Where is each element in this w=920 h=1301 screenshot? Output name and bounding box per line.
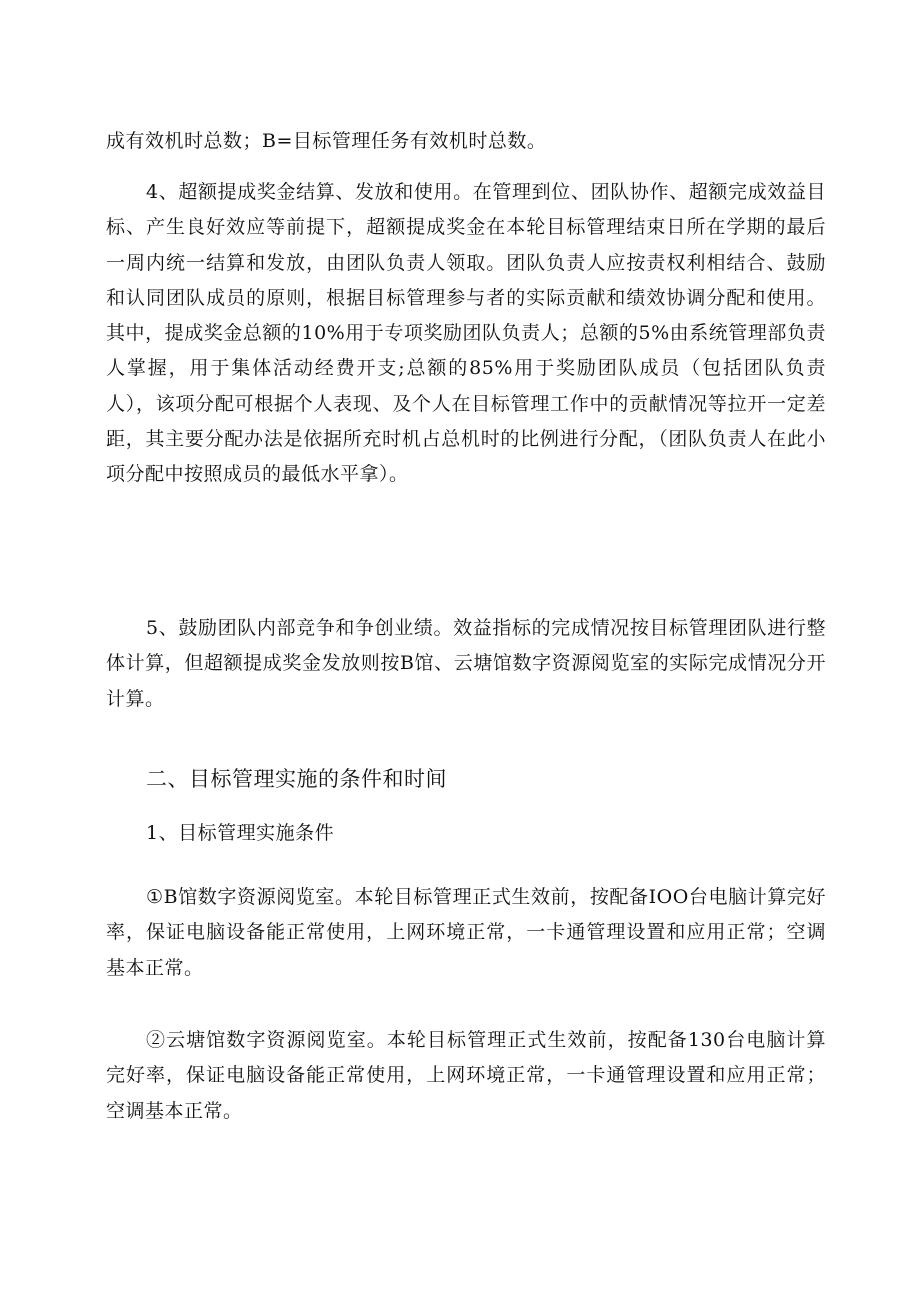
paragraph-bonus-settlement: 4、超额提成奖金结算、发放和使用。在管理到位、团队协作、超额完成效益目标、产生良好效应等前提下，超额提成奖金在本轮目标管理结束日所在学期的最后一周内统一结算和发放，由团队负责人领取。团队负责人应按责权利相结合、鼓励和认同团队成员的原则，根据目标管理参与者的实际贡献和绩效协调分配和使用。其中，提成奖金总额的10%用于专项奖励团队负责人；总额的5%由系统管理部负责人掌握，用于集体活动经费开支;总额的85%用于奖励团队成员（包括团队负责人），该项分配可根据个人表现、及个人在目标管理工作中的贡献情况等拉开一定差距，其主要分配办法是依据所充时机占总机时的比例进行分配，（团队负责人在此小项分配中按照成员的最低水平拿）。 [106,181,826,486]
paragraph-team-competition: 5、鼓励团队内部竞争和争创业绩。效益指标的完成情况按目标管理团队进行整体计算，但超额提成奖金发放则按B馆、云塘馆数字资源阅览室的实际完成情况分开计算。 [106,617,826,710]
section-heading: 二、目标管理实施的条件和时间 [146,767,447,791]
condition-item-b-library: ①B馆数字资源阅览室。本轮目标管理正式生效前，按配备IOO台电脑计算完好率，保证电脑设备能正常使用，上网环境正常，一卡通管理设置和应用正常；空调基本正常。 [106,886,826,979]
paragraph-continuation: 成有效机时总数；B=目标管理任务有效机时总数。 [106,130,547,152]
condition-item-yuntang-library: ②云塘馆数字资源阅览室。本轮目标管理正式生效前，按配备130台电脑计算完好率，保证电脑设备能正常使用，上网环境正常，一卡通管理设置和应用正常；空调基本正常。 [106,1029,826,1122]
subsection-heading: 1、目标管理实施条件 [146,822,335,844]
